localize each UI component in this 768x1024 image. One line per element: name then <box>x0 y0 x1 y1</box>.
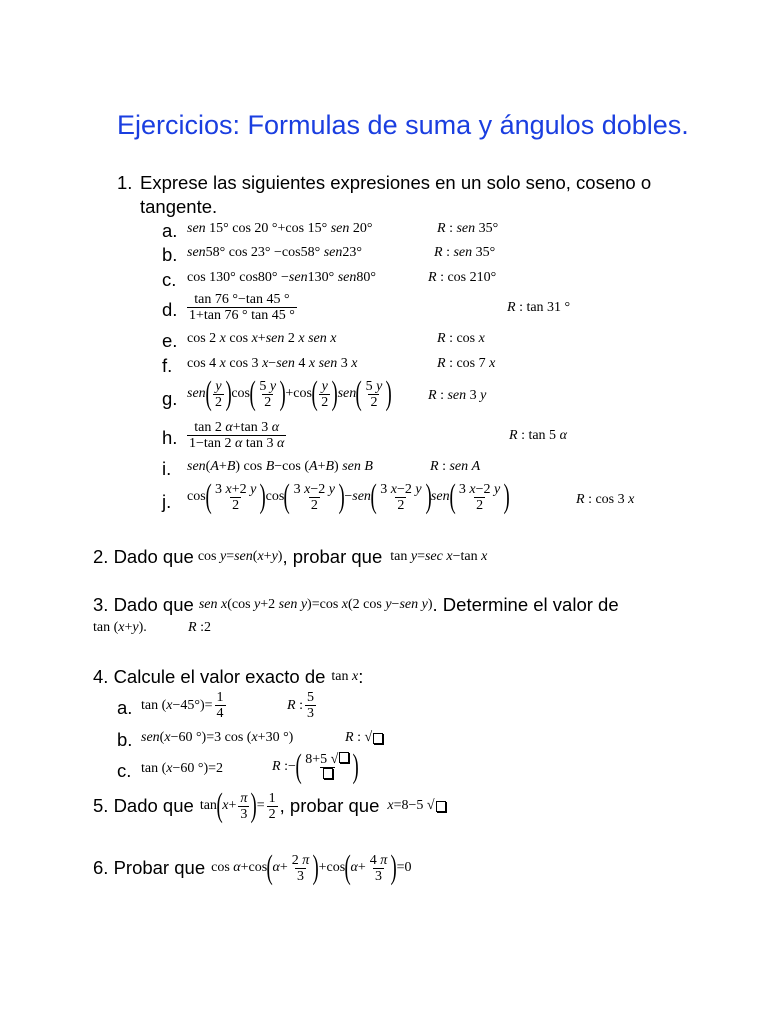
page-title: Ejercicios: Formulas de suma y ángulos dobles. <box>117 110 689 140</box>
q5-given: tan ( x + $\frac{\pi}{3}$ ) = $\frac{1}{2}$ <box>199 787 276 824</box>
q2-prefix: 2. Dado que <box>93 546 194 567</box>
q4c-expression: tan ( x −60 °)=2 <box>141 761 224 776</box>
q1g-answer: R : sen 3 y <box>428 388 487 403</box>
q4-label-c: c. <box>117 760 132 781</box>
q4a-answer: R : $\frac{5}{3}$ <box>287 690 314 721</box>
q1-label-f: f. <box>162 355 173 376</box>
q3-prefix: 3. Dado que <box>93 594 194 615</box>
q4-label-a: a. <box>117 697 133 718</box>
q1c-answer: R : cos 210° <box>428 270 497 285</box>
q1-label-j: j. <box>162 491 172 512</box>
placeholder-box-icon <box>436 801 446 812</box>
q5-middle: , probar que <box>279 795 380 816</box>
q1c-expression: cos 130° cos80° − sen 130° sen 80° <box>187 270 376 285</box>
q6-line <box>93 849 412 886</box>
q1a-expression: sen 15° cos 20 °+cos 15° sen 20° <box>187 221 373 236</box>
q5-prefix: 5. Dado que <box>93 795 194 816</box>
q1-label-g: g. <box>162 388 178 409</box>
q1i-answer: R : sen A <box>430 459 481 474</box>
q1h-expression: $\frac{\tan 2 \alpha+\tan 3 \alpha}{\text{1−tan 2 α tan 3 α}}$ <box>189 420 285 451</box>
q3-target: tan ( x + y ). <box>93 620 147 635</box>
q1-number: 1. <box>117 172 133 193</box>
q2-given: cos y = sen ( x + y ) <box>197 549 283 564</box>
q3-answer: R :2 <box>188 620 211 635</box>
q1g-expression: sen ( $\frac{y}{2}$ ) cos ( $\frac{5 y}{2}$ ) +cos ( $\frac{y}{2}$ ) sen ( $\frac{5 y}{2}$ ) <box>187 375 393 412</box>
q4b-answer: R : √ <box>345 730 383 746</box>
q4-line <box>93 666 363 688</box>
q4a-expression: tan ( x −45°)= $\frac{1}{4}$ <box>141 690 224 721</box>
q3-line1 <box>93 594 619 616</box>
q4-label-b: b. <box>117 729 133 750</box>
q1j-answer: R : cos 3 x <box>576 492 635 507</box>
placeholder-box-icon <box>323 768 333 779</box>
q1-label-e: e. <box>162 330 178 351</box>
q3-suffix: . Determine el valor de <box>432 594 619 615</box>
q1a-answer: R : sen 35° <box>437 221 499 236</box>
q1d-expression: $\frac{\tan 76 ^\circ-\tan 45 ^\circ}{1+\tan 76 ^\circ \tan 45 ^\circ}$ <box>189 292 295 323</box>
q1f-expression: cos 4 x cos 3 x − sen 4 x sen 3 x <box>187 356 358 371</box>
q2-prove: tan y = sec x −tan x <box>390 549 488 564</box>
q5-prove: x =8−5 √ <box>387 798 445 814</box>
q1-text-line1: Exprese las siguientes expresiones en un solo seno, coseno o <box>140 172 652 193</box>
q4b-expression: sen ( x −60 °)=3 cos ( x +30 °) <box>141 730 294 745</box>
q1-label-d: d. <box>162 299 178 320</box>
q1-label-a: a. <box>162 220 178 241</box>
q1e-expression: cos 2 x cos x + sen 2 x sen x <box>187 331 337 346</box>
q1-label-i: i. <box>162 458 172 479</box>
q1-text-line2: tangente. <box>140 196 218 217</box>
placeholder-box-icon <box>339 752 349 763</box>
q6-prefix: 6. Probar que <box>93 857 206 878</box>
q4-prefix: 4. Calcule el valor exacto de <box>93 666 326 687</box>
q2-line <box>93 546 487 568</box>
q1-label-h: h. <box>162 427 178 448</box>
q4-suffix: : <box>358 666 364 687</box>
q4-target: tan x <box>331 669 359 684</box>
q2-middle: , probar que <box>282 546 383 567</box>
q1f-answer: R : cos 7 x <box>437 356 496 371</box>
q4c-answer: R :− ( 8+5 √ ) <box>272 748 360 785</box>
q1d-answer: R : tan 31 ° <box>507 300 571 315</box>
q1b-expression: sen 58° cos 23° −cos58° sen 23° <box>187 245 362 260</box>
q6-identity: cos α +cos ( α + $\frac{2 \pi}{3}$ ) +cos ( α + $\frac{4 \pi}{3}$ ) =0 <box>211 849 412 886</box>
q1h-answer: R : tan 5 α <box>509 428 567 443</box>
q1-label-c: c. <box>162 269 177 290</box>
q3-given: sen x (cos y +2 sen y )=cos x (2 cos y − sen y ) <box>198 597 433 612</box>
q1e-answer: R : cos x <box>437 331 485 346</box>
q5-line <box>93 787 446 824</box>
placeholder-box-icon <box>373 733 383 744</box>
q1i-expression: sen ( A + B ) cos B −cos ( A + B ) sen B <box>187 459 373 474</box>
q1b-answer: R : sen 35° <box>434 245 496 260</box>
q1j-expression: cos ( $\frac{3 x+2 y}{2}$ ) cos ( $\frac{3 x-2 y}{2}$ ) − sen ( $\frac{3 x-2 y}{2}$ ) sen ( $\frac{3 x-2 y}{2}$ ) <box>187 478 511 515</box>
q1-label-b: b. <box>162 244 178 265</box>
